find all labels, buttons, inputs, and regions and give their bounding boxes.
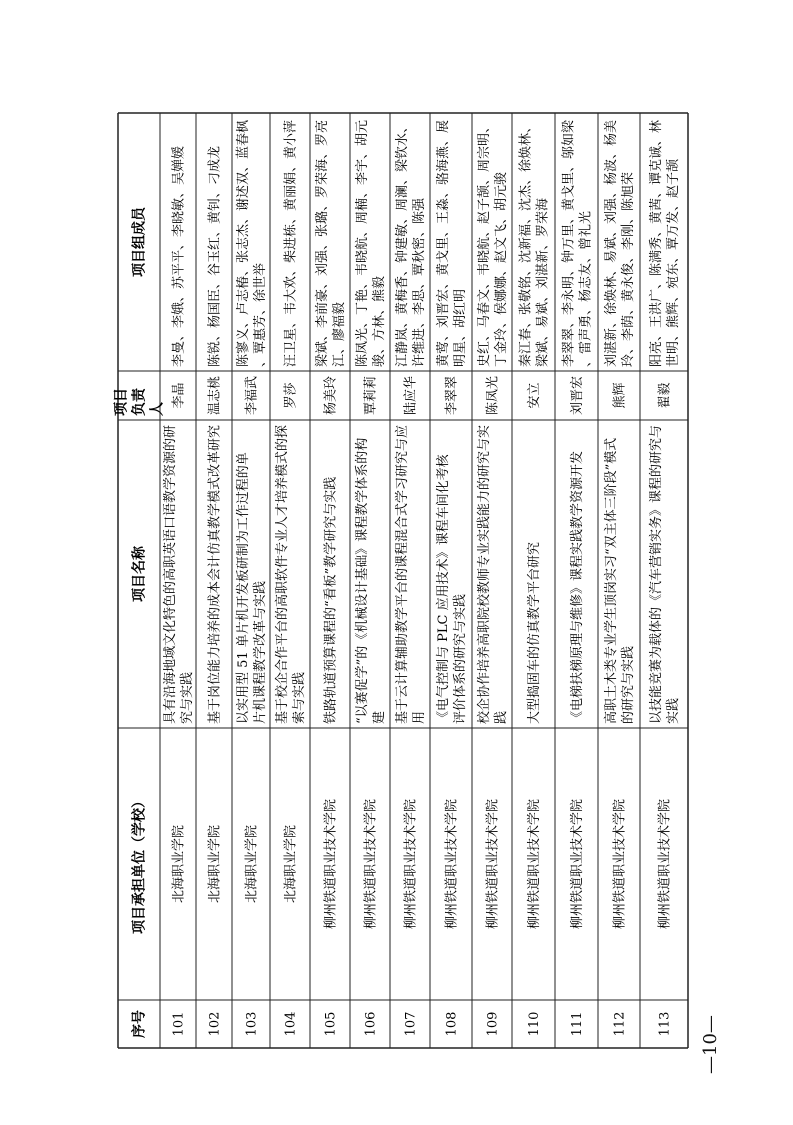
page-number: —10—	[700, 1015, 721, 1075]
cell-unit	[484, 799, 500, 929]
cell-line: 柳州铁道职业技术学院	[323, 798, 339, 930]
cell-no	[323, 1012, 338, 1037]
cell-line: 用	[411, 710, 427, 724]
cell-line: 世明、熊辉、宛东、覃万发、赵子颉	[665, 158, 681, 367]
cell-unit	[402, 799, 418, 929]
cell-line: 、雷声勇、杨志友、曾礼光	[578, 210, 594, 367]
cell-line: 安立	[526, 382, 542, 409]
cell-unit	[611, 799, 627, 929]
cell-line: 项目	[113, 388, 130, 416]
cell-line: 项目承担单位（学校）	[131, 794, 148, 934]
cell-members	[235, 120, 268, 367]
header-2	[131, 545, 148, 602]
cell-name	[162, 425, 195, 724]
cell-line: 践	[493, 710, 509, 724]
cell-name	[322, 477, 338, 724]
cell-unit	[526, 799, 542, 929]
cell-leader	[283, 382, 298, 409]
cell-line: 温志桃	[207, 375, 223, 416]
cell-name	[476, 425, 509, 724]
cell-line: 汪卫星、韦大欢、柴进栋、黄丽娟、黄小萍	[283, 119, 299, 367]
cell-leader	[206, 376, 222, 415]
cell-line: 113	[657, 1011, 673, 1037]
cell-line: 丁金玲、侯娜娜、赵文飞、胡元骏	[493, 171, 509, 367]
cell-name	[569, 451, 585, 724]
cell-unit	[443, 799, 459, 929]
cell-line: 杨美玲	[323, 375, 339, 416]
cell-line: 柳州铁道职业技术学院	[485, 798, 501, 930]
cell-line: 柳州铁道职业技术学院	[363, 798, 379, 930]
cell-members	[648, 120, 681, 367]
cell-name	[274, 425, 307, 724]
cell-leader	[243, 376, 259, 415]
cell-members	[560, 119, 593, 367]
cell-line: 李晶	[171, 382, 187, 409]
cell-no	[171, 1012, 186, 1037]
cell-line: 李翠翠	[444, 375, 460, 416]
cell-no	[485, 1012, 500, 1037]
cell-line: 李翠翠、李永明、钟万里、黄戈里、邬如梁	[561, 119, 577, 367]
cell-line: 109	[485, 1011, 501, 1037]
cell-members	[206, 146, 222, 367]
cell-leader	[402, 376, 418, 415]
cell-line: “以赛促学”的《机械设计基础》课程教学体系的构	[354, 437, 370, 724]
cell-name	[603, 438, 636, 724]
cell-line: 以技能竞赛为载体的《汽车营销实务》课程的研究与	[648, 424, 664, 724]
cell-line: 建	[371, 710, 387, 724]
cell-no	[363, 1012, 378, 1037]
cell-line: 黄莺、刘晋宏、黄戈里、王淼、骆海燕、展	[435, 119, 451, 367]
cell-leader	[443, 376, 459, 415]
cell-leader	[322, 376, 338, 415]
cell-unit	[656, 799, 672, 929]
cell-line: 的研究与实践	[620, 645, 636, 724]
cell-members	[394, 120, 427, 367]
cell-leader	[611, 382, 627, 408]
cell-members	[314, 120, 347, 367]
cell-line: 106	[363, 1011, 379, 1037]
cell-line: 刘晋宏	[569, 375, 585, 416]
cell-line: 陈凤光、丁艳、韦晓航、周楠、李宇、胡元	[354, 119, 370, 367]
cell-name	[394, 425, 427, 724]
cell-line: 北海职业学院	[244, 824, 260, 904]
cell-line: 北海职业学院	[171, 824, 187, 904]
cell-no	[570, 1012, 585, 1037]
cell-line: 110	[526, 1011, 542, 1037]
cell-line: 102	[207, 1011, 223, 1037]
cell-line: 索与实践	[291, 671, 307, 724]
cell-line: 103	[244, 1011, 260, 1037]
cell-line: 104	[283, 1011, 299, 1037]
cell-line: 《电气控制与 PLC 应用技术》课程车间化考核	[435, 454, 451, 724]
cell-line: 刘湛新、徐焕林、易斌、刘强、杨波、杨美	[603, 119, 619, 367]
cell-line: 翟毅	[657, 382, 673, 409]
cell-line: 《电梯扶梯原理与维修》课程实践教学资源开发	[569, 450, 585, 724]
cell-no	[207, 1012, 222, 1037]
cell-members	[282, 120, 298, 367]
cell-line: 105	[323, 1011, 339, 1037]
cell-members	[170, 146, 186, 367]
cell-name	[526, 542, 542, 724]
cell-line: 柳州铁道职业技术学院	[526, 798, 542, 930]
cell-line: 112	[612, 1011, 628, 1037]
cell-line: 101	[171, 1011, 187, 1037]
cell-members	[354, 120, 387, 367]
cell-line: 阳亮、王洪广、陈满秀、黄茜、谭克诚、林	[648, 119, 664, 367]
cell-line: 秦江春、张敬铭、沈新福、沈杰、徐焕林、	[518, 119, 534, 367]
cell-unit	[362, 799, 378, 929]
cell-line: 高职土木类专业学生顶岗实习“双主体三阶段”模式	[603, 437, 619, 724]
cell-leader	[526, 382, 542, 408]
cell-unit	[207, 825, 222, 903]
cell-no	[244, 1012, 259, 1037]
cell-no	[403, 1012, 418, 1037]
cell-line: 柳州铁道职业技术学院	[403, 798, 419, 930]
cell-unit	[569, 799, 585, 929]
cell-unit	[171, 825, 186, 903]
cell-no	[657, 1012, 672, 1037]
cell-line: 陈凤光	[485, 375, 501, 416]
cell-line: 、覃惠芳、徐世举	[252, 262, 268, 367]
cell-leader	[362, 376, 378, 415]
cell-line: 梁斌、易斌、刘湛新、罗荣海	[535, 197, 551, 367]
header-4	[131, 206, 148, 277]
cell-members	[603, 120, 636, 367]
cell-line: 111	[569, 1011, 585, 1037]
cell-line: 柳州铁道职业技术学院	[612, 798, 628, 930]
cell-line: 实践	[665, 697, 681, 724]
cell-name	[648, 425, 681, 724]
cell-line: 负责	[131, 388, 148, 416]
cell-members	[517, 120, 550, 367]
cell-leader	[484, 376, 500, 415]
cell-line: 柳州铁道职业技术学院	[569, 798, 585, 930]
cell-leader	[657, 382, 672, 408]
cell-name	[206, 425, 222, 724]
cell-line: 人	[149, 402, 166, 416]
cell-line: 江、廖福毅	[331, 301, 347, 367]
cell-line: 107	[403, 1011, 419, 1037]
cell-line: 明星、胡红明	[452, 288, 468, 367]
cell-line: 李曼、李娥、苏平平、李晓敏、吴婵媛	[171, 145, 187, 367]
cell-line: 梁斌、李前豪、刘强、张璐、罗荣海、罗亮	[314, 119, 330, 367]
cell-line: 以实用型 51 单片机开发板研制为工作过程的单	[235, 452, 251, 724]
cell-name	[235, 452, 268, 724]
cell-line: 108	[444, 1011, 460, 1037]
cell-line: 具有沿海地域文化特色的高职英语口语教学资源的研	[162, 424, 178, 724]
cell-line: 铁路轨道预算课程的“看板”教学研究与实践	[323, 476, 339, 724]
header-3	[113, 387, 166, 416]
cell-line: 基于岗位能力培养的成本会计仿真教学模式改革研究	[207, 424, 223, 724]
cell-line: 项目组成员	[131, 207, 148, 277]
cell-line: 校企协作培养高职院校教师专业实践能力的研究与实	[476, 424, 492, 724]
cell-leader	[570, 376, 585, 415]
cell-line: 序号	[131, 1010, 148, 1038]
cell-line: 北海职业学院	[283, 824, 299, 904]
cell-leader	[170, 382, 186, 408]
cell-name	[435, 453, 468, 724]
cell-no	[283, 1012, 298, 1037]
cell-unit	[322, 799, 338, 929]
cell-no	[612, 1012, 627, 1037]
cell-line: 江静岚、黄梅香、钟建敏、周澜、梁钦水、	[394, 119, 410, 367]
header-1	[131, 794, 148, 934]
cell-line: 基于云计算辅助教学平台的课程混合式学习研究与应	[394, 424, 410, 724]
cell-line: 罗莎	[283, 382, 299, 409]
cell-members	[476, 120, 509, 367]
cell-line: 究与实践	[179, 671, 195, 724]
cell-line: 玲、李荫、黄永俊、李刚、陈旭荣	[620, 171, 636, 367]
cell-line: 骏、方林、熊毅	[371, 275, 387, 367]
cell-members	[435, 120, 468, 367]
cell-unit	[283, 825, 298, 903]
cell-no	[527, 1012, 542, 1037]
cell-line: 陈寥义、卢志椿、张志杰、谢述双、蓝春枫	[235, 119, 251, 367]
cell-no	[444, 1012, 459, 1037]
cell-line: 陈锐、杨国臣、谷玉红、黄钊、刁成龙	[207, 145, 223, 367]
cell-line: 片机课程教学改革与实践	[252, 580, 268, 724]
cell-name	[354, 438, 387, 724]
header-0	[131, 1010, 148, 1038]
cell-line: 许维进、李思、覃秋密、陈强	[411, 197, 427, 367]
cell-line: 大型捣固车的仿真教学平台研究	[526, 541, 542, 724]
cell-line: 史红、马春文、韦晓航、赵子颉、周宗明、	[476, 119, 492, 367]
cell-line: 李福武	[244, 375, 260, 416]
cell-line: 柳州铁道职业技术学院	[444, 798, 460, 930]
cell-line: 北海职业学院	[207, 824, 223, 904]
cell-line: 覃莉莉	[363, 375, 379, 416]
cell-line: 基于校企合作平台的高职软件专业人才培养模式的探	[274, 424, 290, 724]
cell-line: 项目名称	[131, 546, 148, 602]
cell-line: 陆应华	[403, 375, 419, 416]
cell-unit	[244, 825, 259, 903]
cell-line: 熊辉	[612, 382, 628, 409]
cell-line: 评价体系的研究与实践	[452, 593, 468, 724]
cell-line: 柳州铁道职业技术学院	[657, 798, 673, 930]
